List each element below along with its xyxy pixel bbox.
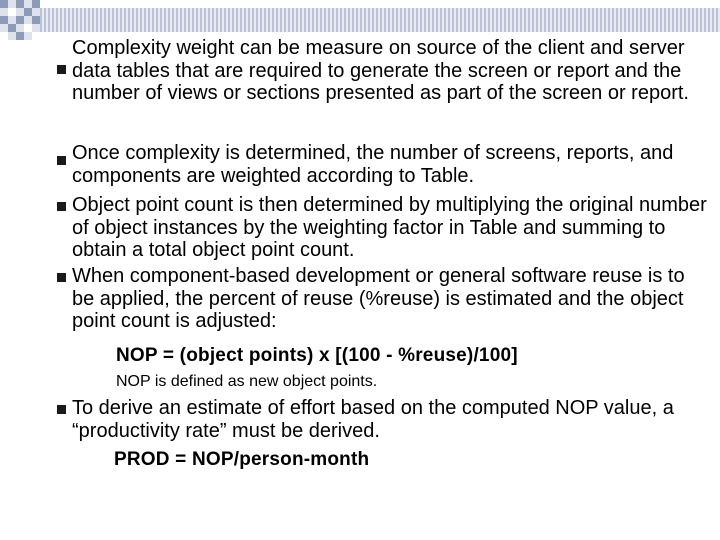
bullet-square-icon <box>57 202 66 211</box>
bullet-square-icon <box>57 273 66 282</box>
nop-note: NOP is defined as new object points. <box>116 373 378 390</box>
bullet-square-icon <box>57 405 66 414</box>
nop-formula: NOP = (object points) x [(100 - %reuse)/100] <box>116 345 518 366</box>
bullet-text: Object point count is then determined by multiplying the original number of object instances by the weighting factor in Table and summing to obtain a total object point count. <box>72 194 707 261</box>
bullet-text: Complexity weight can be measure on source of the client and server data tables that are required to generate the screen or report and the number of views or sections presented as part of the screen or report. <box>72 37 689 104</box>
bullet-square-icon <box>57 156 66 165</box>
bullet-square-icon <box>57 65 66 74</box>
prod-formula: PROD = NOP/person-month <box>114 449 370 470</box>
bullet-text: When component-based development or general software reuse is to be applied, the percent of reuse (%reuse) is estimated and the object point count is adjusted: <box>72 265 685 332</box>
bullet-text: Once complexity is determined, the number of screens, reports, and components are weighted according to Table. <box>72 142 674 187</box>
bullet-text: To derive an estimate of effort based on the computed NOP value, a “productivity rate” must be derived. <box>72 397 674 442</box>
